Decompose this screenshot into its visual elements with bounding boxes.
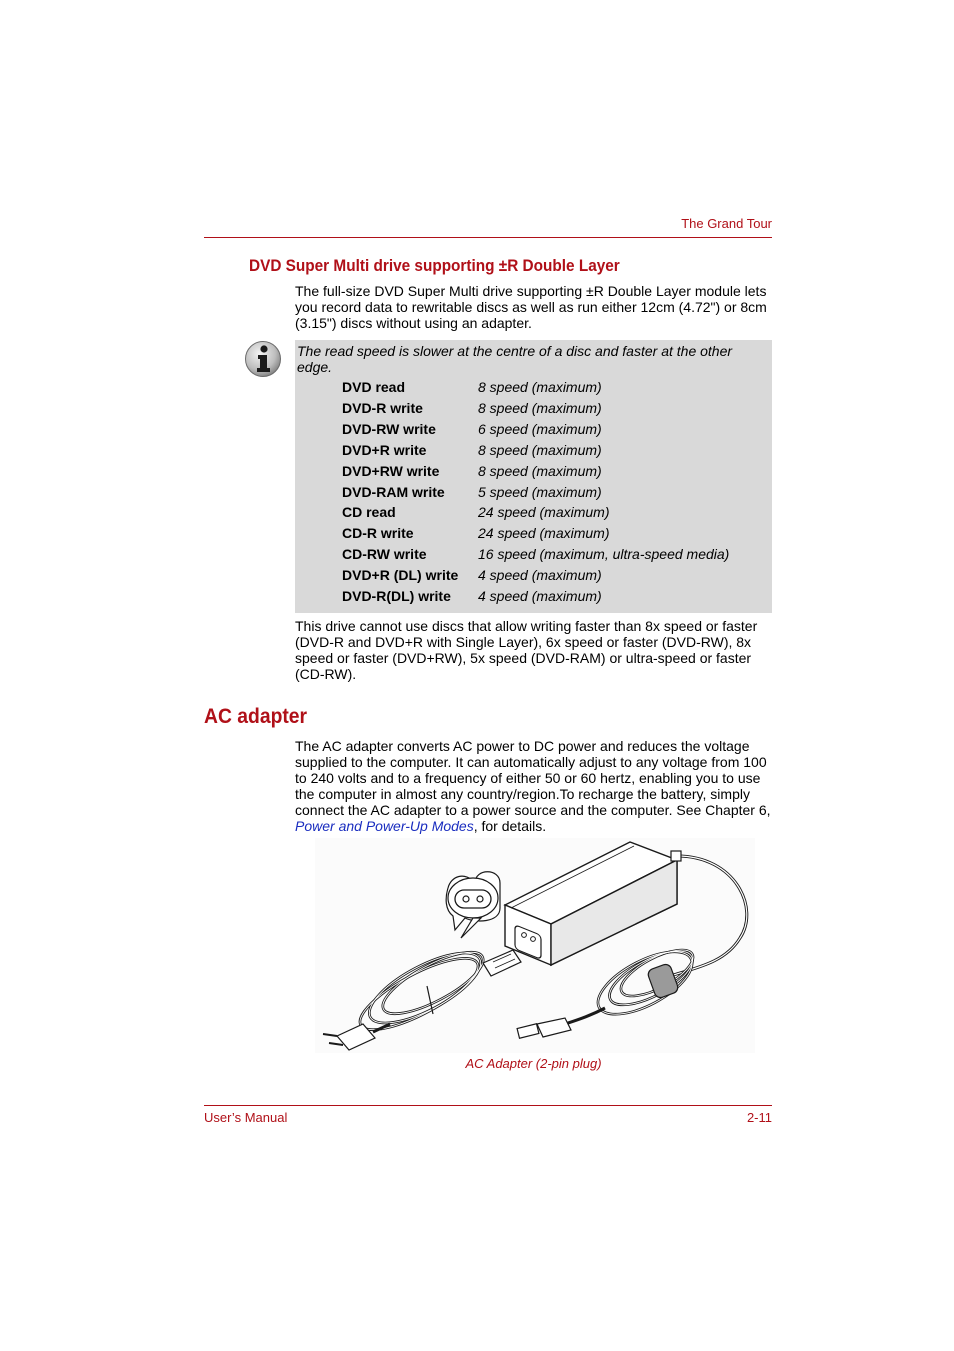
speed-value: 8 speed (maximum) bbox=[478, 441, 602, 458]
note-text: The read speed is slower at the centre of a disc and faster at the other edge. bbox=[297, 343, 733, 375]
restriction-paragraph: This drive cannot use discs that allow writing faster than 8x speed or faster (DVD-R and DVD+R with Single Layer), 6x speed or faster (DVD-RW), 8x speed or faster (DVD+RW), 5x speed (DVD-RAM) or ultra-speed or faster (CD-RW). bbox=[295, 618, 758, 682]
footer-rule bbox=[204, 1105, 772, 1106]
running-header: The Grand Tour bbox=[681, 216, 772, 231]
section-heading-dvd: DVD Super Multi drive supporting ±R Double Layer bbox=[249, 257, 620, 275]
info-icon bbox=[244, 340, 282, 378]
ac-adapter-paragraph bbox=[295, 738, 773, 834]
speed-value: 8 speed (maximum) bbox=[478, 379, 602, 395]
speed-label: DVD read bbox=[342, 379, 406, 395]
speed-label: DVD-RAM write bbox=[342, 483, 445, 500]
ac-adapter-illustration bbox=[315, 838, 755, 1053]
dvd-intro-paragraph: The full-size DVD Super Multi drive supporting ±R Double Layer module lets you record data to rewritable discs as well as run either 12cm (4.72") or 8cm (3.15") discs without using an adapter. bbox=[295, 283, 767, 331]
footer-manual-title: User’s Manual bbox=[204, 1110, 288, 1125]
speed-label: CD-RW write bbox=[342, 546, 427, 563]
speed-label: CD read bbox=[342, 504, 396, 521]
speed-value: 6 speed (maximum) bbox=[478, 420, 602, 437]
speed-label: DVD-RW write bbox=[342, 420, 436, 437]
section-heading-ac-adapter: AC adapter bbox=[204, 705, 308, 728]
speed-value: 24 speed (maximum) bbox=[478, 504, 610, 521]
speed-value: 8 speed (maximum) bbox=[478, 462, 602, 479]
speed-label: DVD-R(DL) write bbox=[342, 588, 451, 604]
speed-label: DVD+RW write bbox=[342, 462, 440, 479]
page-number: 2-11 bbox=[746, 1110, 772, 1125]
speed-value: 24 speed (maximum) bbox=[478, 525, 610, 542]
power-modes-link[interactable]: Power and Power-Up Modes bbox=[295, 818, 474, 834]
figure-caption: AC Adapter (2-pin plug) bbox=[465, 1056, 602, 1071]
speed-value: 4 speed (maximum) bbox=[478, 588, 602, 604]
ac-paragraph-text: The AC adapter converts AC power to DC power and reduces the voltage supplied to the computer. It can automatically adjust to any voltage from 100 to 240 volts and to a frequency of either 50 or 60 hertz, enabling you to use the computer in almost any country/region.To recharge the battery, simply connect the AC adapter to a power source and the computer. See Chapter 6, bbox=[295, 738, 771, 818]
speed-value: 16 speed (maximum, ultra-speed media) bbox=[478, 546, 730, 563]
speed-label: DVD+R (DL) write bbox=[342, 567, 459, 584]
speed-value: 8 speed (maximum) bbox=[478, 399, 602, 416]
speed-value: 4 speed (maximum) bbox=[478, 567, 602, 584]
speed-label: DVD-R write bbox=[342, 399, 423, 416]
speed-label: CD-R write bbox=[342, 525, 414, 542]
header-rule bbox=[204, 237, 772, 238]
speed-value: 5 speed (maximum) bbox=[478, 483, 602, 500]
ac-paragraph-tail: , for details. bbox=[473, 818, 547, 834]
speed-label: DVD+R write bbox=[342, 441, 427, 458]
